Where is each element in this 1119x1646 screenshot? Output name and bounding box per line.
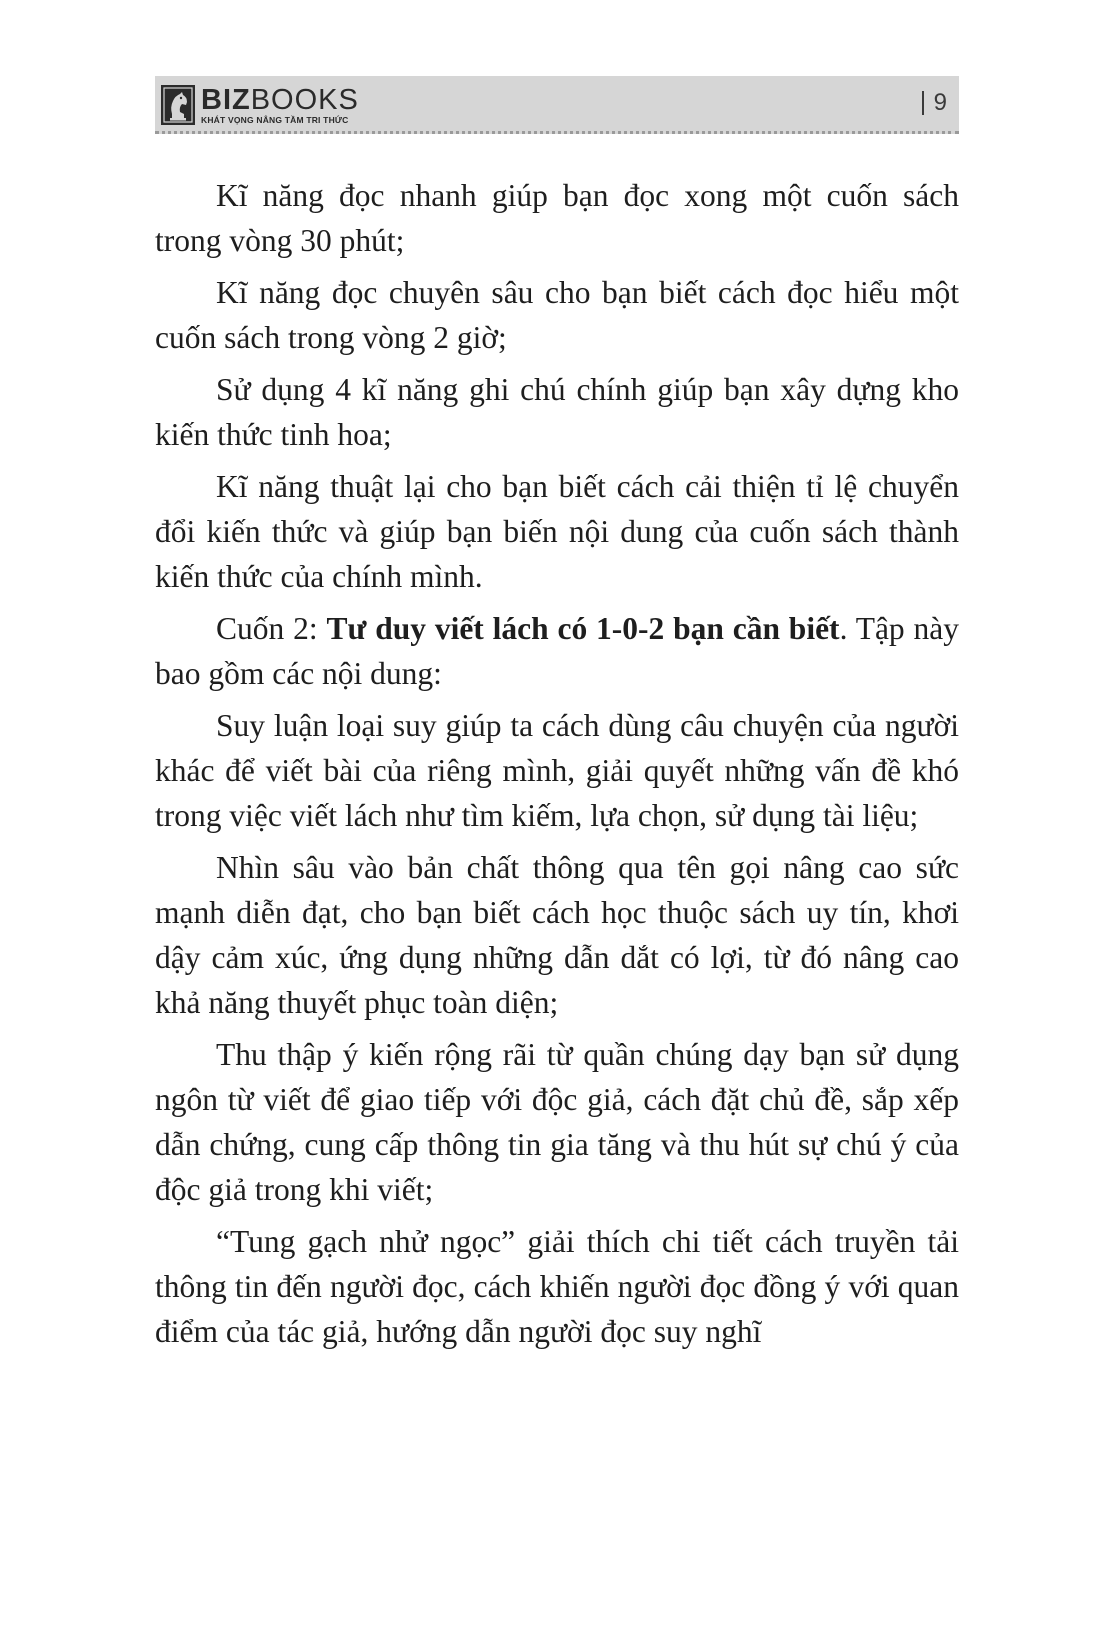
page-number-separator bbox=[922, 91, 924, 115]
paragraph: Kĩ năng đọc nhanh giúp bạn đọc xong một cuốn sách trong vòng 30 phút; bbox=[155, 178, 959, 258]
paragraph: Thu thập ý kiến rộng rãi từ quần chúng dạy bạn sử dụng ngôn từ viết để giao tiếp với độc giả, cách đặt chủ đề, sắp xếp dẫn chứng, cung cấp thông tin gia tăng và thu hút sự chú ý của độc giả trong khi viết; bbox=[155, 1037, 959, 1207]
page-number bbox=[922, 89, 947, 117]
brand-name: BIZBOOKS bbox=[201, 84, 359, 116]
book-title: Tư duy viết lách có 1-0-2 bạn cần biết bbox=[326, 611, 840, 646]
body-text bbox=[155, 173, 959, 1361]
paragraph-book-title: Cuốn 2: Tư duy viết lách có 1-0-2 bạn cần biết. Tập này bao gồm các nội dung: bbox=[155, 611, 959, 691]
paragraph: Sử dụng 4 kĩ năng ghi chú chính giúp bạn xây dựng kho kiến thức tinh hoa; bbox=[155, 372, 959, 452]
paragraph: Kĩ năng đọc chuyên sâu cho bạn biết cách đọc hiểu một cuốn sách trong vòng 2 giờ; bbox=[155, 275, 959, 355]
page-number-value: 9 bbox=[933, 89, 947, 116]
brand-tagline: KHÁT VỌNG NÂNG TẦM TRI THỨC bbox=[201, 115, 349, 125]
paragraph: Kĩ năng thuật lại cho bạn biết cách cải thiện tỉ lệ chuyển đổi kiến thức và giúp bạn biến nội dung của cuốn sách thành kiến thức của chính mình. bbox=[155, 469, 959, 594]
publisher-logo bbox=[161, 82, 359, 128]
running-header bbox=[155, 76, 959, 134]
paragraph: Suy luận loại suy giúp ta cách dùng câu chuyện của người khác để viết bài của riêng mình, giải quyết những vấn đề khó trong việc viết lách như tìm kiếm, lựa chọn, sử dụng tài liệu; bbox=[155, 708, 959, 833]
knight-chess-piece-icon bbox=[161, 85, 195, 125]
paragraph: “Tung gạch nhử ngọc” giải thích chi tiết cách truyền tải thông tin đến người đọc, cách khiến người đọc đồng ý với quan điểm của tác giả, hướng dẫn người đọc suy nghĩ bbox=[155, 1224, 959, 1349]
paragraph: Nhìn sâu vào bản chất thông qua tên gọi nâng cao sức mạnh diễn đạt, cho bạn biết cách học thuộc sách uy tín, khơi dậy cảm xúc, ứng dụng những dẫn dắt có lợi, từ đó nâng cao khả năng thuyết phục toàn diện; bbox=[155, 850, 959, 1020]
